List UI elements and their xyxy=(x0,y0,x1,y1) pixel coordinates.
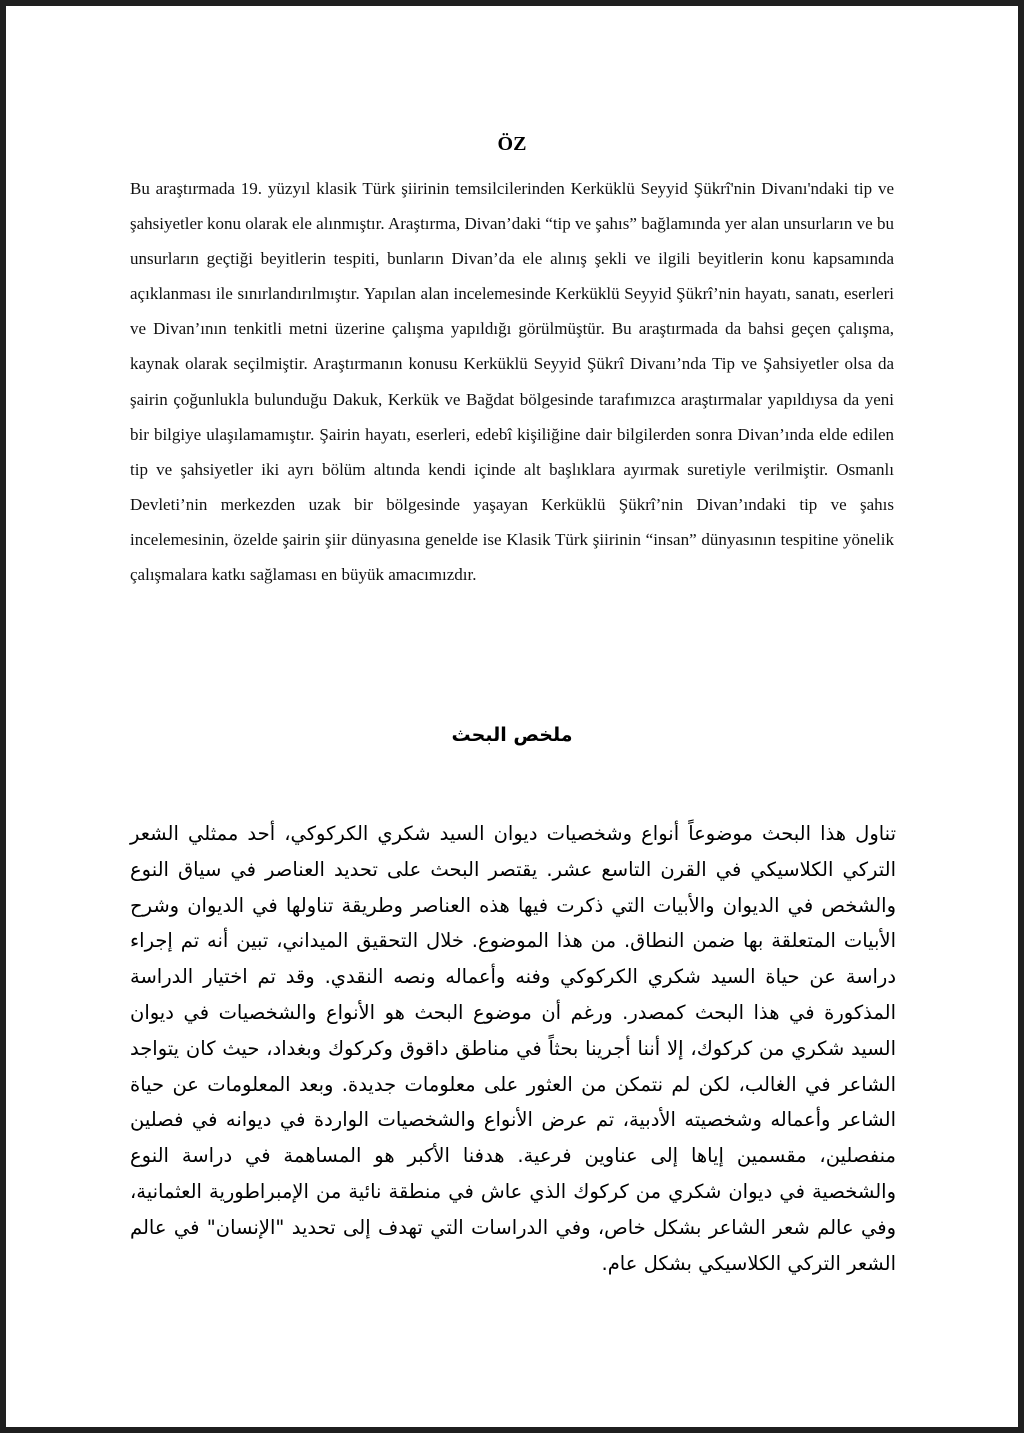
arabic-abstract-heading: ملخص البحث xyxy=(451,724,573,746)
oz-heading: ÖZ xyxy=(497,133,527,155)
document-page xyxy=(6,6,1018,1427)
arabic-abstract-text: تناول هذا البحث موضوعاً أنواع وشخصيات ديوان السيد شكري الكركوكي، أحد ممثلي الشعر التركي الكلاسيكي في القرن التاسع عشر. يقتصر البحث على تحديد العناصر في سياق النوع والشخص في الديوان والأبيات التي ذكرت فيها هذه العناصر وطريقة تناولها في الديوان وشرح الأبيات المتعلقة بها ضمن النطاق. من هذا الموضوع. خلال التحقيق الميداني، تبين أنه تم إجراء دراسة عن حياة السيد شكري الكركوكي وفنه وأعماله ونصه النقدي. وقد تم اختيار الدراسة المذكورة في هذا البحث كمصدر. ورغم أن موضوع البحث هو الأنواع والشخصيات في ديوان السيد شكري من كركوك، إلا أننا أجرينا بحثاً في مناطق داقوق وكركوك وبغداد، حيث كان يتواجد الشاعر في الغالب، لكن لم نتمكن من العثور على معلومات جديدة. وبعد المعلومات عن حياة الشاعر وأعماله وشخصيته الأدبية، تم عرض الأنواع والشخصيات الواردة في ديوانه في فصلين منفصلين، مقسمين إياها إلى عناوين فرعية. هدفنا الأكبر هو المساهمة في دراسة النوع والشخصية في ديوان شكري من كركوك الذي عاش في منطقة نائية من الإمبراطورية العثمانية، وفي عالم شعر الشاعر بشكل خاص، وفي الدراسات التي تهدف إلى تحديد "الإنسان" في عالم الشعر التركي الكلاسيكي بشكل عام. xyxy=(130,822,896,1275)
oz-abstract-text: Bu araştırmada 19. yüzyıl klasik Türk şiirinin temsilcilerinden Kerküklü Seyyid Şükrî'nin Divanı'ndaki tip ve şahsiyetler konu olarak ele alınmıştır. Araştırma, Divan’daki “tip ve şahıs” bağlamında yer alan unsurların ve bu unsurların geçtiği beyitlerin tespiti, bunların Divan’da ele alınış şekli ve ilgili beyitlerin konu kapsamında açıklanması ile sınırlandırılmıştır. Yapılan alan incelemesinde Kerküklü Seyyid Şükrî’nin hayatı, sanatı, eserleri ve Divan’ının tenkitli metni üzerine çalışma yapıldığı görülmüştür. Bu araştırmada da bahsi geçen çalışma, kaynak olarak seçilmiştir. Araştırmanın konusu Kerküklü Seyyid Şükrî Divanı’nda Tip ve Şahsiyetler olsa da şairin çoğunlukla bulunduğu Dakuk, Kerkük ve Bağdat bölgesinde tarafımızca araştırmalar yapıldıysa da yeni bir bilgiye ulaşılamamıştır. Şairin hayatı, eserleri, edebî kişiliğine dair bilgilerden sonra Divan’ında elde edilen tip ve şahsiyetler iki ayrı bölüm altında kendi içinde alt başlıklara ayırmak suretiyle verilmiştir. Osmanlı Devleti’nin merkezden uzak bir bölgesinde yaşayan Kerküklü Şükrî’nin Divan’ındaki tip ve şahıs incelemesinin, özelde şairin şiir dünyasına genelde ise Klasik Türk şiirinin “insan” dünyasının tespitine yönelik çalışmalara katkı sağlaması en büyük amacımızdır. xyxy=(130,179,894,585)
